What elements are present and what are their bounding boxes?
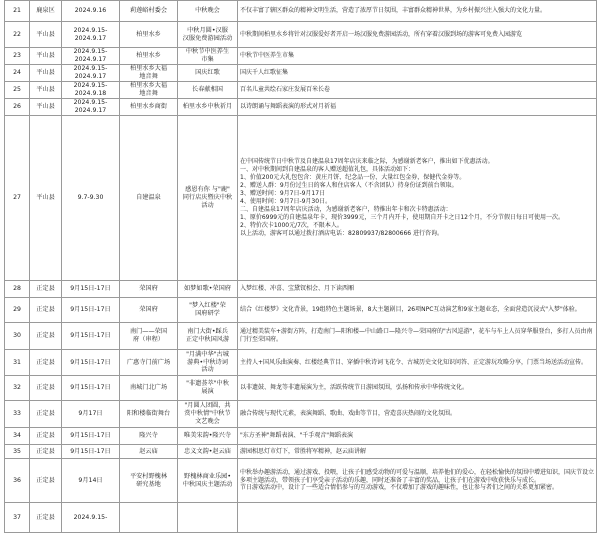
- cell-district: 正定县: [30, 503, 62, 533]
- table-row: [5, 65, 597, 82]
- cell-details: [238, 445, 597, 459]
- cell-venue: 南城门北广场: [120, 376, 178, 401]
- cell-name: 中秋晚会: [178, 1, 238, 22]
- cell-details: [238, 459, 597, 503]
- detail-line: 结合《红楼梦》文化背景，19组特色主题场景，8大主题剧目，26项NPC互动演艺和9家主题业态，全面营造沉浸式"入梦"体验。: [240, 306, 581, 314]
- cell-name: "非遗荟萃"中秋 展演: [178, 376, 238, 401]
- detail-line: 中秋举办趣游活动，通过游戏、投喂，让孩子们感受动物的可爱与温顺，培养他们的爱心，在轻松愉快的氛围中增进知识，国庆节设立多项主题活动，带领孩子们享受亲子活动的乐趣，同时还准备了丰富的奖品，让孩子们在游戏中收获快乐与成长。: [240, 468, 595, 484]
- cell-name: 中秋月圆•汉服 汉服免费游园活动: [178, 22, 238, 48]
- cell-details: [238, 1, 597, 22]
- cell-date: 2024.9.15- 2024.9.18: [62, 82, 120, 99]
- cell-name: "梦入红楼"荣 国府研学: [178, 298, 238, 323]
- table-row: [5, 298, 597, 323]
- cell-district: 平山县: [30, 99, 62, 116]
- cell-date: 9月15日-17日: [62, 376, 120, 401]
- cell-name: 如梦如歌•荣国府: [178, 281, 238, 298]
- table-row: [5, 99, 597, 116]
- table-row: [5, 116, 597, 281]
- cell-name: 感恩有你 与"鹿" 同行店庆暨庆中秋 活动: [178, 116, 238, 281]
- cell-no: 23: [5, 48, 30, 65]
- cell-no: 28: [5, 281, 30, 298]
- detail-line: 中秋期间柏里水乡将针对汉服爱好者开启一场汉服免费游园活动，所有穿着汉服到场的游客可免费入园游览: [240, 30, 523, 38]
- cell-date: 9月15日-17日: [62, 298, 120, 323]
- cell-date: 9月15日-17日: [62, 428, 120, 445]
- detail-line: 入梦红楼、冲喜、宝黛钗相会、月下读西厢: [240, 285, 355, 293]
- detail-line: 中秋节中医养生市集: [240, 52, 295, 60]
- cell-date: 9月14日: [62, 459, 120, 503]
- cell-name: "月满中华"古城 游典•中秋诗词 活动: [178, 350, 238, 376]
- table-row: [5, 1, 597, 22]
- cell-date: 9月15日-17日: [62, 445, 120, 459]
- event-table-container: [4, 0, 596, 521]
- detail-line: 主持人+国风乐曲演奏、红楼经典节目、穿插中秋诗词飞花令、古城历史文化知识问答、正定游玩攻略分享，门票当场送活动宣传。: [240, 358, 588, 366]
- cell-no: 27: [5, 116, 30, 281]
- detail-line: 二、自建温泉17周年店庆活动，为感谢新老客户，特推出年卡和次卡特惠活动：: [240, 205, 452, 213]
- cell-no: 36: [5, 459, 30, 503]
- cell-details: [238, 376, 597, 401]
- cell-date: 2024.9.15- 2024.9.17: [62, 22, 120, 48]
- cell-venue: 柏里水乡商街: [120, 99, 178, 116]
- detail-line: 2、特价次卡1000元/7次，不限本人。: [240, 221, 343, 229]
- cell-details: [238, 350, 597, 376]
- cell-no: 30: [5, 323, 30, 350]
- cell-details: [238, 401, 597, 428]
- cell-no: 29: [5, 298, 30, 323]
- cell-name: "月圆人团圆，共 赏中秋情"中秋节 文艺晚会: [178, 401, 238, 428]
- cell-district: 鹿泉区: [30, 1, 62, 22]
- detail-line: 2、赠送人群：9月份过生日的客人和住店客人（不含团队）持身份证到前台领取。: [240, 182, 458, 190]
- cell-district: 平山县: [30, 48, 62, 65]
- cell-name: 野槐林商业乐园• 中秋国庆主题活动: [178, 459, 238, 503]
- table-row: [5, 350, 597, 376]
- cell-no: 32: [5, 376, 30, 401]
- cell-details: [238, 428, 597, 445]
- detail-line: 通过精美装车+游街方阵，打造南门—阳和楼—中山路口—隆兴寺—荣国府的"古风巡游"，花车与车上人员穿华服登台，多打人员由南门行至荣国府。: [240, 328, 593, 343]
- cell-district: 平山县: [30, 116, 62, 281]
- cell-district: 平山县: [30, 22, 62, 48]
- cell-venue: 广惠寺门前广场: [120, 350, 178, 376]
- cell-venue: 柏里水乡: [120, 22, 178, 48]
- cell-date: 9月17日: [62, 401, 120, 428]
- cell-details: [238, 298, 597, 323]
- cell-no: 34: [5, 428, 30, 445]
- cell-name: 南门大街•踩兵 正定中秋国风游: [178, 323, 238, 350]
- detail-line: 在中国传统节日中秋节及自建温泉17周年店庆来临之际，为感谢新老客户，推出如下优惠活动。: [240, 158, 494, 166]
- detail-line: 不仅丰富了辖区群众的精神文明生活，营造了浓厚节日氛围，丰富群众精神世界，为乡村振兴注入强大的文化力量。: [240, 7, 547, 15]
- detail-line: 游园相思灯市灯下，常胜将军精神，赵云庙讲解: [240, 447, 367, 455]
- cell-venue: 南门——荣国 府（串程）: [120, 323, 178, 350]
- cell-details: [238, 116, 597, 281]
- detail-line: 3、赠送时间：9月7日-9月17日: [240, 190, 326, 198]
- detail-line: 国庆千人红歌征集: [240, 69, 289, 77]
- detail-line: 以上活动，游客可以通过拨打酒店电话：82809937/82800666 进行咨询。: [240, 229, 444, 237]
- cell-details: [238, 281, 597, 298]
- cell-no: 35: [5, 445, 30, 459]
- table-row: [5, 22, 597, 48]
- table-row: [5, 281, 597, 298]
- cell-details: [238, 323, 597, 350]
- cell-date: 2024.9.16: [62, 1, 120, 22]
- cell-district: 正定县: [30, 298, 62, 323]
- cell-venue: 阳和楼临街舞台: [120, 401, 178, 428]
- cell-district: 正定县: [30, 376, 62, 401]
- cell-name: 长春献相国: [178, 82, 238, 99]
- detail-line: 以非遗鼓、舞龙等非遗展演为主，活跃传统节日游园氛围，弘扬和传承中华传统文化。: [240, 384, 469, 392]
- cell-venue: 柏里水乡大福 地音舞: [120, 82, 178, 99]
- cell-venue: 赵云庙: [120, 445, 178, 459]
- cell-district: 正定县: [30, 459, 62, 503]
- detail-line: 一、对中秋期间到自建温泉的客人赠送超值礼包，具体活动如下：: [240, 166, 415, 174]
- table-row: [5, 503, 597, 533]
- table-row: [5, 428, 597, 445]
- cell-details: [238, 82, 597, 99]
- table-row: [5, 459, 597, 503]
- cell-district: 正定县: [30, 428, 62, 445]
- table-row: [5, 82, 597, 99]
- cell-name: 唯美宋韵•隆兴寺: [178, 428, 238, 445]
- cell-date: 9月15日-17日: [62, 350, 120, 376]
- table-row: [5, 445, 597, 459]
- cell-no: 31: [5, 350, 30, 376]
- detail-line: 融合传统与现代元素，表演舞蹈、歌曲、戏曲等节目，营造喜庆热闹的文化氛围。: [240, 410, 457, 418]
- cell-no: 37: [5, 503, 30, 533]
- cell-name: 忠义文韵•赵云庙: [178, 445, 238, 459]
- detail-line: 1、原价6999元的自建温泉年卡，现价3999元，三个月内开卡，使用期自开卡之日12个月，不分节假日每日可使用一次。: [240, 213, 564, 221]
- event-schedule-table: [4, 0, 597, 533]
- cell-district: 平山县: [30, 65, 62, 82]
- table-row: [5, 376, 597, 401]
- detail-line: 1、价值200元大礼包包含：黄庄月饼、纪念品一份、大量红包金券，保健代金券等。: [240, 174, 466, 182]
- detail-line: 百名儿童共绘石家庄发展百米长卷: [240, 86, 331, 94]
- cell-district: 正定县: [30, 401, 62, 428]
- cell-no: 22: [5, 22, 30, 48]
- cell-date: 2024.9.15-: [62, 503, 120, 533]
- detail-line: 节日游戏活动中，设计了一些适合情侣参与的互动游戏，不仅增加了游戏的趣味性，也让参与者们之间的关系更加紧密。: [240, 484, 559, 492]
- cell-venue: 荣国府: [120, 281, 178, 298]
- cell-district: 正定县: [30, 323, 62, 350]
- cell-district: 平山县: [30, 82, 62, 99]
- table-row: [5, 48, 597, 65]
- cell-date: 2024.9.15- 2024.9.17: [62, 65, 120, 82]
- cell-district: 正定县: [30, 281, 62, 298]
- cell-venue: [120, 503, 178, 533]
- cell-date: 9月15日-17日: [62, 281, 120, 298]
- cell-district: 正定县: [30, 350, 62, 376]
- cell-no: 21: [5, 1, 30, 22]
- cell-no: 25: [5, 82, 30, 99]
- cell-details: [238, 65, 597, 82]
- cell-name: 中秋节中医养生 市集: [178, 48, 238, 65]
- cell-venue: 柏里水乡: [120, 48, 178, 65]
- cell-date: 9.7-9.30: [62, 116, 120, 281]
- cell-name: 柏里水乡中秋祈月: [178, 99, 238, 116]
- cell-venue: 荣国府: [120, 298, 178, 323]
- cell-no: 26: [5, 99, 30, 116]
- table-body: [5, 1, 597, 533]
- table-row: [5, 401, 597, 428]
- cell-date: 2024.9.15- 2024.9.17: [62, 48, 120, 65]
- cell-name: [178, 503, 238, 533]
- cell-date: 2024.9.15- 2024.9.17: [62, 99, 120, 116]
- detail-line: 4、使用时间：9月7日-9月30日。: [240, 198, 332, 205]
- cell-venue: 莉莲峪村委会: [120, 1, 178, 22]
- cell-venue: 柏里水乡大福 地音舞: [120, 65, 178, 82]
- detail-line: "东方圣神"舞蹈表演、"千手观音"舞蹈表演: [240, 432, 354, 440]
- cell-name: 国庆红歌: [178, 65, 238, 82]
- cell-no: 33: [5, 401, 30, 428]
- table-row: [5, 323, 597, 350]
- cell-date: 9月15日-17日: [62, 323, 120, 350]
- cell-details: [238, 99, 597, 116]
- cell-details: [238, 503, 597, 533]
- cell-details: [238, 22, 597, 48]
- cell-district: 正定县: [30, 445, 62, 459]
- cell-no: 24: [5, 65, 30, 82]
- cell-venue: 隆兴寺: [120, 428, 178, 445]
- cell-venue: 自建温泉: [120, 116, 178, 281]
- detail-line: 以诗朗诵与舞蹈表演的形式对月祈福: [240, 103, 337, 111]
- cell-details: [238, 48, 597, 65]
- cell-venue: 平安村野槐林 研究基地: [120, 459, 178, 503]
